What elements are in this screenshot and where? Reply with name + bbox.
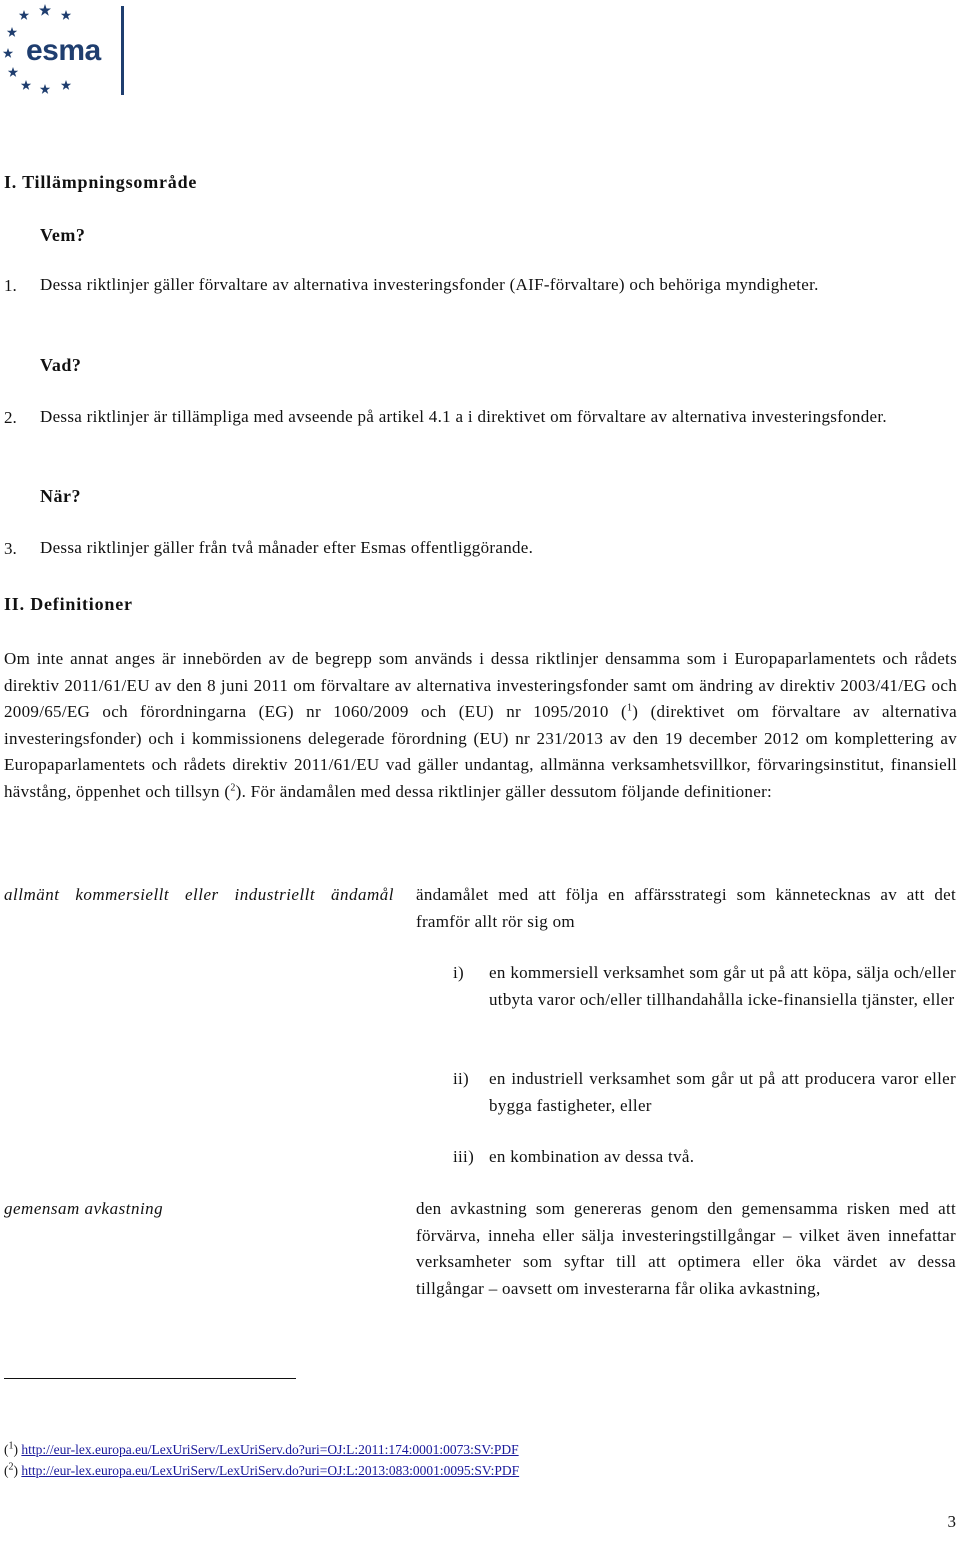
footnote-1: ($^1$) http://eur-lex.europa.eu/LexUriServ/LexUriServ.do?uri=OJ:L:2011:174:0001:0073:SV:PDF (4, 1440, 519, 1457)
footnote-separator (4, 1378, 296, 1379)
list-label: i) (453, 963, 464, 982)
footnote-2: ($^2$) http://eur-lex.europa.eu/LexUriServ/LexUriServ.do?uri=OJ:L:2013:083:0001:0095:SV:PDF (4, 1461, 520, 1478)
list-label: ii) (453, 1069, 470, 1088)
footnote-ref-2[interactable]: 2 (230, 781, 236, 793)
list-label: iii) (453, 1147, 475, 1166)
list-item: en industriell verksamhet som går ut på att producera varor eller bygga fastigheter, eller (489, 1069, 956, 1115)
list-item: en kommersiell verksamhet som går ut på att köpa, sälja och/eller utbyta varor och/eller tillhandahålla icke-finansiella tjänster, eller (489, 963, 956, 1009)
paragraph-number: 1. (4, 276, 17, 295)
paragraph-number: 3. (4, 539, 17, 558)
logo-text: esma (26, 34, 101, 67)
paragraph-who: Dessa riktlinjer gäller förvaltare av alternativa investeringsfonder (AIF-förvaltare) och behöriga myndigheter. (40, 275, 819, 294)
term-text: allmänt kommersiellt eller industriellt ändamål (4, 885, 394, 904)
intro-text-part1: Om inte annat anges är innebörden av de begrepp som används i dessa riktlinjer densamma som i Europaparlamentets och rådets direktiv 2011/61/EU av den 8 juni 2011 om förvaltare av alternativa investeringsfonder samt om ändring av direktiv 2003/41/EG och 2009/65/EG och förordningarna (EG) nr 1060/2009 och (EU) nr 1095/2010 ( (4, 649, 957, 721)
footnote-link[interactable]: http://eur-lex.europa.eu/LexUriServ/LexUriServ.do?uri=OJ:L:2011:174:0001:0073:SV:PDF (21, 1442, 519, 1457)
definition-text: ändamålet med att följa en affärsstrategi som kännetecknas av att det framför allt rör sig om (416, 885, 956, 931)
intro-text-part2: ) (direktivet om förvaltare av alternativa investeringsfonder) och i kommissionens delegerade förordning (EU) nr 231/2013 av den 19 december 2012 om komplettering av Europaparlamentets och rådets direktiv 2011/61/EU vad gäller undantag, allmänna verksamhetsvillkor, förvaringsinstitut, finansiell hävstång, öppenhet och tillsyn ( (4, 702, 957, 801)
paragraph-when: Dessa riktlinjer gäller från två månader efter Esmas offentliggörande. (40, 538, 534, 557)
subheading-who: Vem? (40, 225, 86, 245)
footnote-mark: 1 (8, 1440, 14, 1452)
definition-term: gemensam avkastning (4, 1199, 164, 1218)
paragraph-what: Dessa riktlinjer är tillämpliga med avseende på artikel 4.1 a i direktivet om förvaltare av alternativa investeringsfonder. (40, 407, 887, 426)
definition-text: den avkastning som genereras genom den gemensamma risken med att förvärva, inneha eller sälja investeringstillgångar – vilket även innefattar verksamheter som syftar till att optimera eller öka värdet av dessa tillgångar – oavsett om investerarna får olika avkastning, (416, 1199, 956, 1298)
subheading-when: När? (40, 486, 81, 506)
definitions-intro (4, 646, 957, 805)
logo-divider (121, 6, 124, 95)
section-title-scope: I. Tillämpningsområde (4, 172, 198, 192)
section-title-definitions: II. Definitioner (4, 594, 133, 614)
footnote-link[interactable]: http://eur-lex.europa.eu/LexUriServ/LexUriServ.do?uri=OJ:L:2013:083:0001:0095:SV:PDF (21, 1463, 520, 1478)
footnote-mark: 2 (8, 1461, 14, 1473)
list-item: en kombination av dessa två. (489, 1147, 695, 1166)
paragraph-number: 2. (4, 408, 17, 427)
subheading-what: Vad? (40, 355, 82, 375)
footnote-ref-1[interactable]: 1 (626, 702, 633, 714)
definition-term (4, 882, 394, 909)
page-number: 3 (947, 1512, 956, 1531)
intro-text-part3: ). För ändamålen med dessa riktlinjer gäller dessutom följande definitioner: (235, 781, 773, 801)
